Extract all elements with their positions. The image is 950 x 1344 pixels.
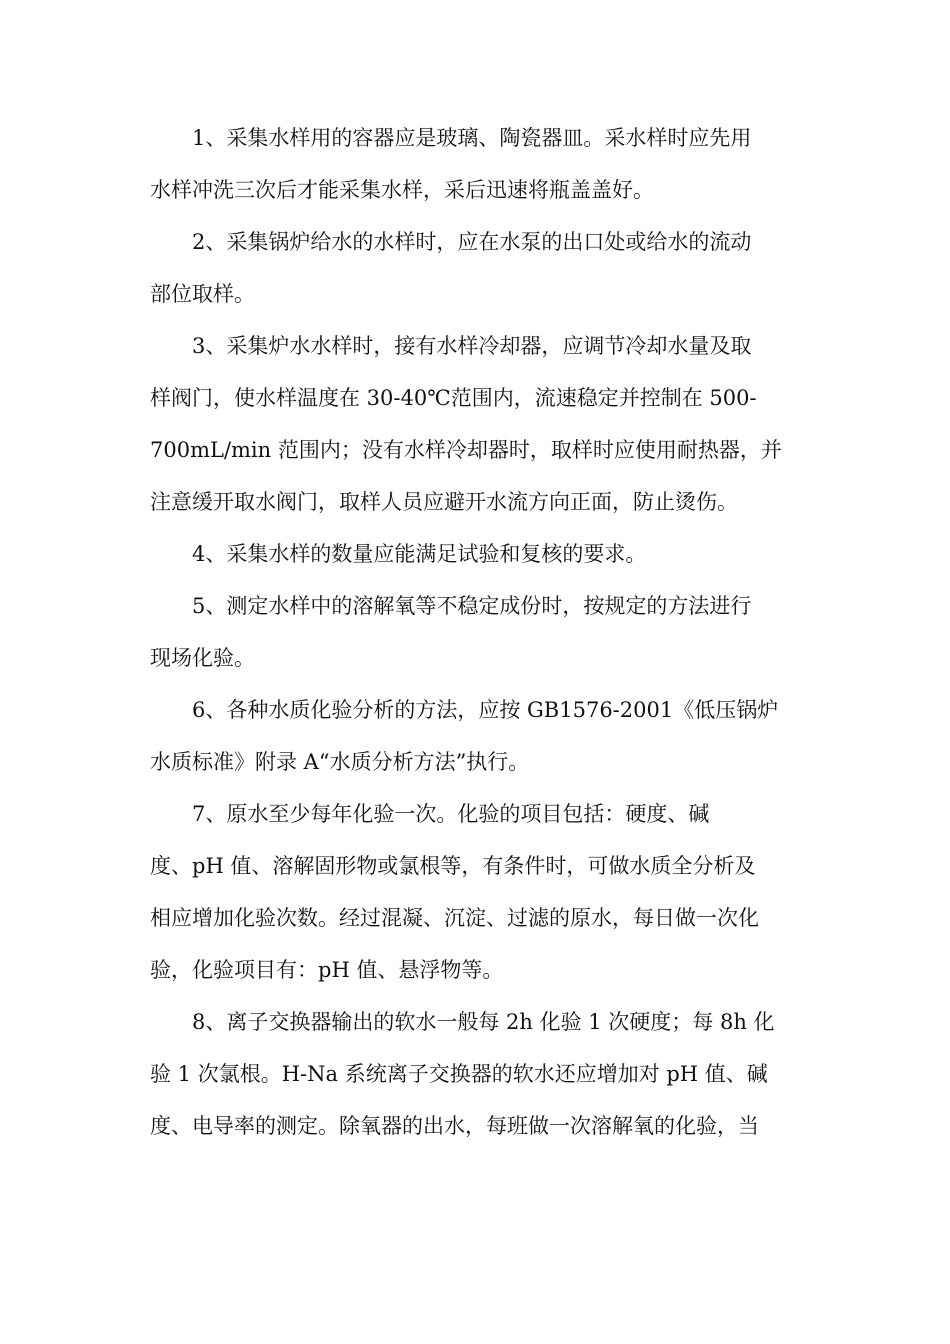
- paragraph-1-line-1: 1、采集水样用的容器应是玻璃、陶瓷器皿。采水样时应先用: [192, 126, 752, 150]
- paragraph-7-line-2: 度、pH 值、溶解固形物或氯根等，有条件时，可做水质全分析及: [150, 854, 756, 878]
- paragraph-6-line-1: 6、各种水质化验分析的方法，应按 GB1576-2001《低压锅炉: [192, 698, 779, 722]
- paragraph-7-line-3: 相应增加化验次数。经过混凝、沉淀、过滤的原水，每日做一次化: [150, 906, 759, 930]
- paragraph-1-line-2: 水样冲洗三次后才能采集水样，采后迅速将瓶盖盖好。: [150, 178, 654, 202]
- paragraph-8-line-2: 验 1 次氯根。H-Na 系统离子交换器的软水还应增加对 pH 值、碱: [150, 1062, 768, 1086]
- paragraph-4-line-1: 4、采集水样的数量应能满足试验和复核的要求。: [192, 542, 647, 566]
- paragraph-5-line-2: 现场化验。: [150, 646, 255, 670]
- paragraph-5-line-1: 5、测定水样中的溶解氧等不稳定成份时，按规定的方法进行: [192, 594, 752, 618]
- paragraph-3-line-3: 700mL/min 范围内；没有水样冷却器时，取样时应使用耐热器，并: [150, 438, 782, 462]
- paragraph-8-line-3: 度、电导率的测定。除氧器的出水，每班做一次溶解氧的化验，当: [150, 1114, 759, 1138]
- paragraph-3-line-1: 3、采集炉水水样时，接有水样冷却器，应调节冷却水量及取: [192, 334, 752, 358]
- paragraph-2-line-1: 2、采集锅炉给水的水样时，应在水泵的出口处或给水的流动: [192, 230, 752, 254]
- paragraph-8-line-1: 8、离子交换器输出的软水一般每 2h 化验 1 次硬度；每 8h 化: [192, 1010, 775, 1034]
- document-body: [150, 112, 802, 1152]
- paragraph-2-line-2: 部位取样。: [150, 282, 255, 306]
- paragraph-7-line-4: 验，化验项目有：pH 值、悬浮物等。: [150, 958, 504, 982]
- paragraph-7-line-1: 7、原水至少每年化验一次。化验的项目包括：硬度、碱: [192, 802, 710, 826]
- paragraph-6-line-2: 水质标准》附录 A“水质分析方法”执行。: [150, 750, 530, 774]
- paragraph-3-line-4: 注意缓开取水阀门，取样人员应避开水流方向正面，防止烫伤。: [150, 490, 738, 514]
- paragraph-3-line-2: 样阀门，使水样温度在 30-40℃范围内，流速稳定并控制在 500-: [150, 386, 757, 410]
